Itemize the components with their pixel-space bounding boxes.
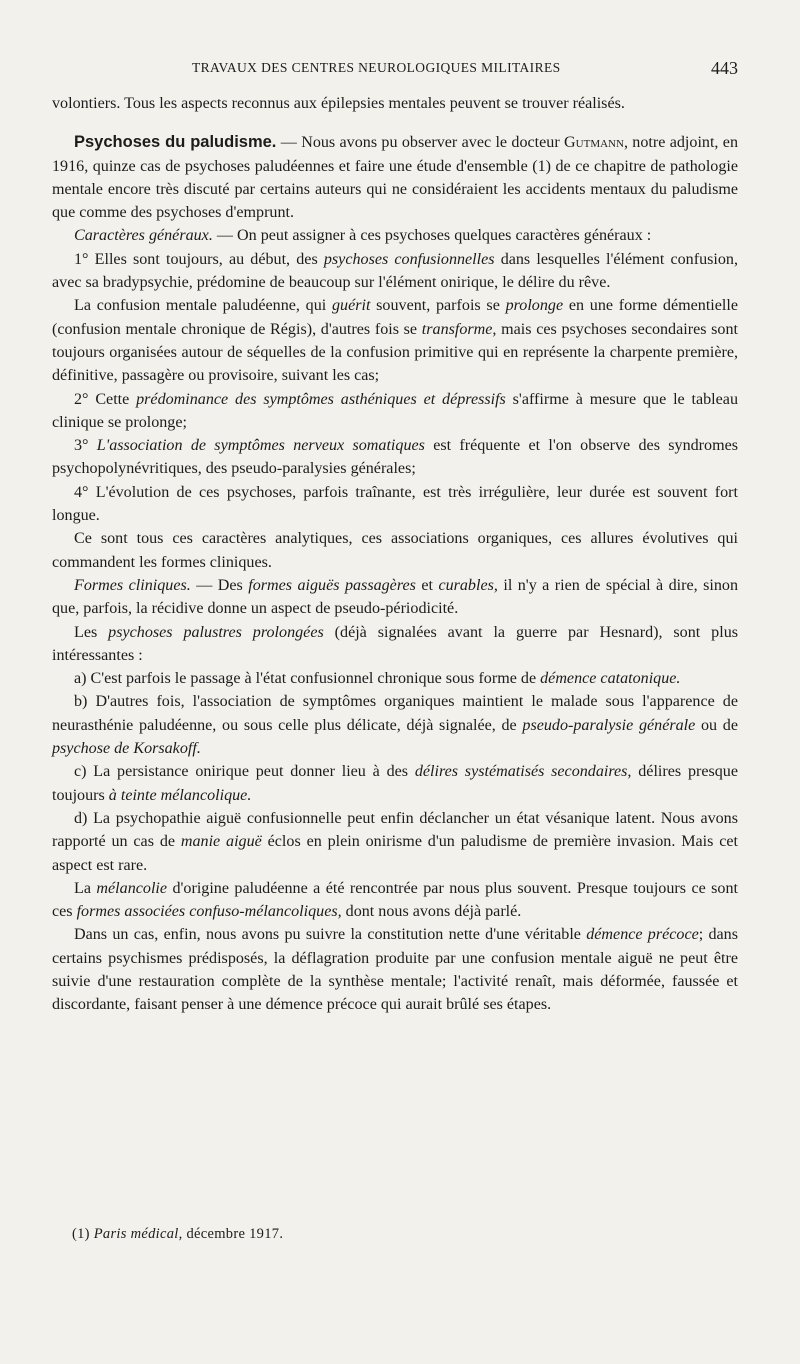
running-head: TRAVAUX DES CENTRES NEUROLOGIQUES MILITAIRES: [192, 60, 561, 75]
section-heading: Psychoses du paludisme.: [74, 133, 277, 152]
paragraph-caracteres: Caractères généraux. — On peut assigner à ces psychoses quelques caractères généraux :: [74, 227, 652, 245]
paragraph-confusion: La confusion mentale paludéenne, qui guérit souvent, parfois se prolonge en une forme démentielle (confusion mentale chronique de Régis), d'autres fois se transforme, mais ces psychoses secondaires sont toujours organisées autour de séquelles de la confusion primitive qui en représente la charpente première, définitive, passagère ou provisoire, suivant les cas;: [52, 297, 738, 385]
paragraph-continuation: volontiers. Tous les aspects reconnus aux épilepsies mentales peuvent se trouver réalisés.: [52, 95, 625, 112]
paragraph-formes-cliniques: Formes cliniques. — Des formes aiguës passagères et curables, il n'y a rien de spécial à dire, sinon que, parfois, la récidive donne un aspect de pseudo-périodicité.: [52, 576, 738, 618]
page-number: 443: [711, 58, 738, 78]
paragraph-item-d: d) La psychopathie aiguë confusionnelle peut enfin déclancher un état vésanique latent. Nous avons rapporté un cas de manie aiguë éclos en plein onirisme d'un paludisme de première invasion. Mais cet aspect est rare.: [52, 809, 738, 874]
paragraph-melancolie: La mélancolie d'origine paludéenne a été rencontrée par nous plus souvent. Presque toujours ce sont ces formes associées confuso-mélancoliques, dont nous avons déjà parlé.: [52, 879, 738, 921]
paragraph-point-3: 3° L'association de symptômes nerveux somatiques est fréquente et l'on observe des syndromes psychopolynévritiques, des pseudo-paralysies générales;: [52, 437, 739, 478]
paragraph-summary: Ce sont tous ces caractères analytiques, ces associations organiques, ces allures évolutives qui commandent les formes cliniques.: [52, 530, 738, 571]
paragraph-prolongees: Les psychoses palustres prolongées (déjà signalées avant la guerre par Hesnard), sont plus intéressantes :: [52, 623, 739, 664]
paragraph-item-b: b) D'autres fois, l'association de symptômes organiques maintient le malade sous l'apparence de neurasthénie paludéenne, ou sous celle plus délicate, déjà signalée, de pseudo-paralysie générale ou de psychose de Korsakoff.: [52, 693, 738, 758]
paragraph-paludisme-intro: Psychoses du paludisme. — Nous avons pu observer avec le docteur Gutmann, notre adjoint, en 1916, quinze cas de psychoses paludéennes et faire une étude d'ensemble (1) de ce chapitre de pathologie mentale encore très discuté par certains auteurs qui ne considéraient les accidents mentaux du paludisme que comme des psychoses d'emprunt.: [52, 133, 738, 222]
subsection-label: Caractères généraux.: [74, 227, 213, 245]
body-text: [52, 92, 738, 1017]
footnote: (1) Paris médical, décembre 1917.: [72, 1226, 284, 1242]
paragraph-point-4: 4° L'évolution de ces psychoses, parfois traînante, est très irrégulière, leur durée est souvent fort longue.: [52, 483, 738, 525]
paragraph-item-c: c) La persistance onirique peut donner lieu à des délires systématisés secondaires, délires presque toujours à teinte mélancolique.: [52, 763, 738, 804]
author-name: Gutmann: [564, 134, 624, 152]
paragraph-item-a: a) C'est parfois le passage à l'état confusionnel chronique sous forme de démence catatonique.: [74, 670, 681, 688]
paragraph-point-1: 1° Elles sont toujours, au début, des psychoses confusionnelles dans lesquelles l'élément confusion, avec sa bradypsychie, prédomine de beaucoup sur l'élément onirique, le délire du rêve.: [52, 250, 738, 292]
subsection-label: Formes cliniques.: [74, 576, 191, 594]
page-header: [52, 58, 738, 82]
paragraph-demence-precoce: Dans un cas, enfin, nous avons pu suivre la constitution nette d'une véritable démence précoce; dans certains psychismes prédisposés, la déflagration produite par une confusion mentale aiguë ne peut être suivie d'une restauration complète de la synthèse mentale; l'activité renaît, mais déformée, faussée et discordante, faisant penser à une démence précoce qui aurait brûlé ses étapes.: [52, 926, 738, 1014]
paragraph-point-2: 2° Cette prédominance des symptômes asthéniques et dépressifs s'affirme à mesure que le tableau clinique se prolonge;: [52, 390, 738, 431]
